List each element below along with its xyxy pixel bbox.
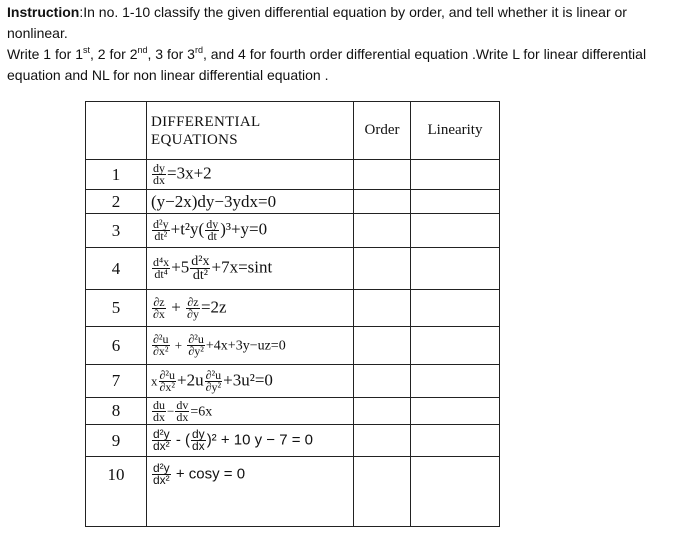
instructions xyxy=(7,2,669,86)
linearity-cell[interactable] xyxy=(411,327,500,365)
table-row xyxy=(86,327,500,365)
linearity-cell[interactable] xyxy=(411,425,500,457)
equation-2: (y−2x)dy−3ydx=0 xyxy=(147,190,354,214)
equation-9: $\frac{\text{d²y}}{\text{dx²}}$ - ( $\frac{dy}{dx}$ )² + 10 y − 7 = 0 xyxy=(147,425,354,457)
table-row xyxy=(86,457,500,527)
order-cell[interactable] xyxy=(354,190,411,214)
row-number: 2 xyxy=(86,190,147,214)
equation-10: $\frac{\text{d²y}}{\text{dx²}}$ + cosy = 0 xyxy=(147,457,354,527)
order-cell[interactable] xyxy=(354,398,411,425)
linearity-cell[interactable] xyxy=(411,160,500,190)
table-row xyxy=(86,248,500,290)
row-number: 3 xyxy=(86,214,147,248)
order-cell[interactable] xyxy=(354,290,411,327)
header-equations: DIFFERENTIAL EQUATIONS xyxy=(147,102,354,160)
equation-7: x $\frac{\text{∂²u}}{\text{∂x²}}$ +2u $\frac{\text{∂²u}}{\text{∂y²}}$ +3u²=0 xyxy=(147,365,354,398)
row-number: 10 xyxy=(86,457,147,527)
instruction-line2: Write 1 for 1st, 2 for 2nd, 3 for 3rd, and 4 for fourth order differential equation .Write L for linear differential equation and NL for non linear differential equation . xyxy=(7,45,647,83)
equation-5: $\frac{\partial z}{\partial x}$ + $\frac{\partial z}{\partial y}$ =2z xyxy=(147,290,354,327)
table-row xyxy=(86,365,500,398)
table-row xyxy=(86,190,500,214)
linearity-cell[interactable] xyxy=(411,214,500,248)
linearity-cell[interactable] xyxy=(411,290,500,327)
order-cell[interactable] xyxy=(354,457,411,527)
equation-1: $\frac{dy}{dx}$ =3x+2 xyxy=(147,160,354,190)
header-linearity: Linearity xyxy=(411,102,500,160)
linearity-cell[interactable] xyxy=(411,190,500,214)
order-cell[interactable] xyxy=(354,425,411,457)
equation-4: $\frac{\text{d⁴x}}{\text{dt⁴}}$ +5 $\frac{\text{d²x}}{\text{dt²}}$ +7x=sint xyxy=(147,248,354,290)
table-row xyxy=(86,290,500,327)
order-cell[interactable] xyxy=(354,365,411,398)
table-row xyxy=(86,214,500,248)
table-header-row xyxy=(86,102,500,160)
order-cell[interactable] xyxy=(354,214,411,248)
row-number: 9 xyxy=(86,425,147,457)
header-order: Order xyxy=(354,102,411,160)
instruction-line1: :In no. 1-10 classify the given differential equation by order, and tell whether it is linear or nonlinear. xyxy=(7,4,627,41)
order-cell[interactable] xyxy=(354,160,411,190)
equations-table xyxy=(85,101,500,527)
linearity-cell[interactable] xyxy=(411,365,500,398)
table-row xyxy=(86,425,500,457)
row-number: 1 xyxy=(86,160,147,190)
equation-3: $\frac{\text{d²y}}{\text{dt²}}$ +t²y( $\frac{dy}{dt}$ )³+y=0 xyxy=(147,214,354,248)
instruction-label: Instruction xyxy=(7,4,80,20)
table-row xyxy=(86,398,500,425)
equation-6: $\frac{\text{∂²u}}{\text{∂x²}}$ + $\frac{\text{∂²u}}{\text{∂y²}}$ +4x+3y−uz=0 xyxy=(147,327,354,365)
order-cell[interactable] xyxy=(354,248,411,290)
order-cell[interactable] xyxy=(354,327,411,365)
row-number: 5 xyxy=(86,290,147,327)
linearity-cell[interactable] xyxy=(411,457,500,527)
table-row xyxy=(86,160,500,190)
row-number: 4 xyxy=(86,248,147,290)
row-number: 8 xyxy=(86,398,147,425)
linearity-cell[interactable] xyxy=(411,398,500,425)
linearity-cell[interactable] xyxy=(411,248,500,290)
row-number: 7 xyxy=(86,365,147,398)
equation-8: $\frac{du}{dx}$ − $\frac{dv}{dx}$ =6x xyxy=(147,398,354,425)
row-number: 6 xyxy=(86,327,147,365)
